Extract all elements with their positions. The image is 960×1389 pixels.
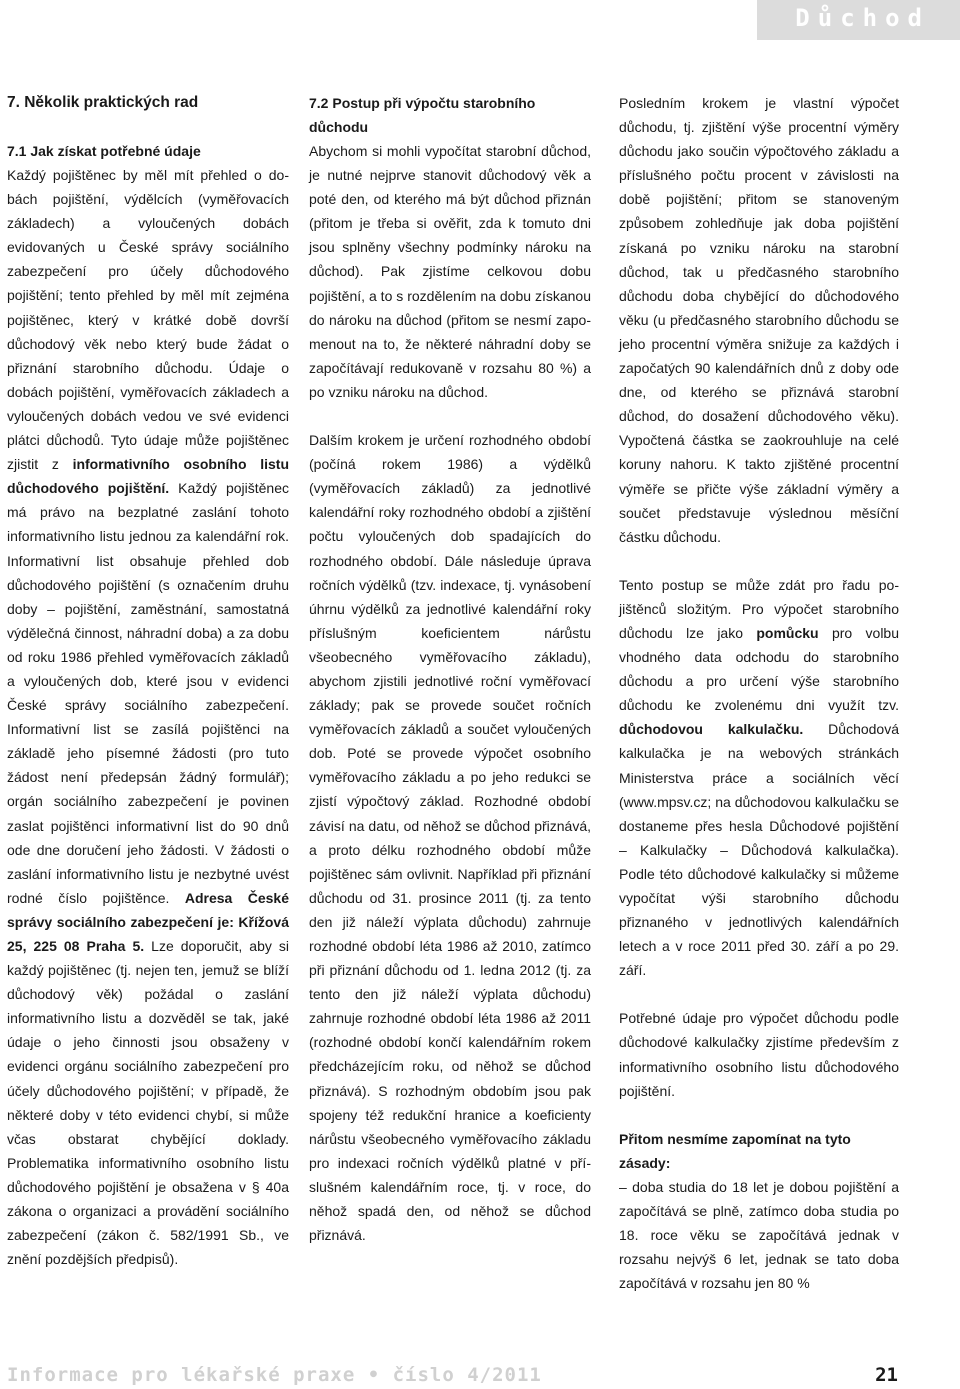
section-heading: 7.2 Postup při výpočtu starobního důchodu	[309, 95, 536, 135]
address-text: Adresa České správy sociálního zabezpečení je: Křížová 25, 225 08 Praha 5.	[7, 889, 289, 954]
note-heading: Přitom nesmíme zapomínat na tyto zásady:	[619, 1130, 851, 1171]
text-run: pro volbu vhodného data odchodu do starobního důchodu a pro určení výše starobního důchodu ke zvolenému dni využít tzv.	[619, 624, 900, 714]
paragraph: Abychom si mohli vypočítat starobní důchod, je nutné nejprve stanovit důchodový věk a poté den, od kterého má být důchod přiznán (přitom je třeba si ověřit, zda k tomuto dni jsou splněny všechny podmínky nároku na důchod). Pak zjistíme celkovou dobu pojištění, a to s rozdělením na dobu získanou do nároku na důchod (přitom se nesmí zapomenout na to, že některé náhradní doby se započítávají redukovaně v rozsahu 80 %) a po vzniku nároku na důchod.	[309, 143, 591, 400]
paragraph: – doba studia do 18 let je dobou pojištění a započítává se plně, zatímco doba studia po 18. roce věku se započítává jednak v rozsahu nejvýš 6 let, jednak se tato doba započítává v rozsahu jen 80 %	[619, 1178, 899, 1292]
page-number: 21	[875, 1364, 898, 1386]
emphasis-text: důchodovou kalkulačku.	[619, 721, 804, 738]
paragraph: Posledním krokem je vlastní výpočet důchodu, tj. zjištění výše procentní výměry důchodu jako součin výpočtového základu a příslušného počtu procent v závislosti na době pojištění; přitom se stanoveným způsobem zohledňuje jak doba pojištění získaná po vzniku nároku na starobní důchod, tak u předčasného starobního důchodu doba chybějící do důchodového věku (u předčasného starobního důchodu se jeho procentní výměra snižuje za každých i započatých 90 kalendářních dnů z doby ode dne, od kterého se přiznává starobní důchod, do dosažení důchodového věku). Vypočtená částka se zaokrouhluje na celé koruny nahoru. K takto zjištěné procentní výměře se přičte výše základní výměry a součet představuje výslednou měsíční částku důchodu.	[619, 95, 899, 545]
paragraph: Dalším krokem je určení rozhodného období (počíná rokem 1986) a výdělků (vyměřovacích základů) za jednotlivé kalendářní roky rozhodného období a zjištění počtu vyloučených dob spadajících do rozhodného období. Dále následuje úprava ročních výdělků (tzv. indexace, tj. vynásobení úhrnu výdělků za jednotlivé kalendářní roky příslušným koeficientem nárůstu všeobecného vyměřovacího základu), abychom zjistili jednotlivé roční vyměřovací základy; pak se provede součet ročních vyměřovacích základů a součet vyloučených dob. Poté se provede výpočet osobního vyměřovacího základu a po jeho redukci se zjistí výpočtový základ. Rozhodné období závisí na datu, od něhož se důchod přiznává, a proto délku rozhodného období může pojištěnec sám ovlivnit. Například při přiznání důchodu od 31. prosince 2011 (tj. za tento den již náleží výplata důchodu) zahrnuje rozhodné období léta 1986 až 2010, zatímco při přiznání důchodu od 1. ledna 2012 (tj. za tento den již náleží výplata důchodu) zahrnuje rozhodné období léta 1986 až 2011 (rozhodné období končí kalendářním rokem předcházejícím roku, od něhož se důchod přiznává). S rozhodným obdobím jsou pak spojeny též redukční hranice a koeficienty nárůstu všeobecného vyměřovacího základu pro indexaci ročních výdělků platné v příslušném kalendářním roce, tj. v roce, do něhož spadá den, od něhož se důchod přiznává.	[309, 432, 591, 1244]
paragraph: Potřebné údaje pro výpočet důchodu podle důchodové kalkulačky zjistíme především z informativního osobního listu důchodového pojištění.	[619, 1010, 899, 1099]
emphasis-text: informativního osobního listu důchodového pojištění.	[7, 456, 289, 497]
text-run: Každý pojištěnec má právo na bezplatné zaslání tohoto informativního listu jednou za kalendářní rok. Informativní list obsahuje přehled dob důchodového pojištění (s označením druhu doby – pojištění, zaměstnání, samostatná výdělečná činnost, náhradní doba) a za dobu od roku 1986 přehled vyměřovacích základů a vyloučených dob, které jsou v evidenci České správy sociálního zabezpečení. Informativní list se zasílá pojištěnci na základě jeho písemné žádosti (pro tuto žádost není předepsán žádný formulář); orgán sociálního zabezpečení je povinen zaslat pojištěnci informativní list do 90 dnů ode dne doručení jeho žádosti. V žádosti o zaslání informativního listu je nezbytné uvést rodné číslo pojištěnce.	[7, 480, 289, 906]
paragraph	[7, 163, 289, 1271]
text-run: Každý pojištěnec by měl mít přehled o dobách pojištění, výdělcích (vyměřovacích základech) a vyloučených dobách evidovaných u České správy sociálního zabezpečení pro účely důchodového pojištění; tento přehled by měl mít zejména pojištěnec, který v krátké době dovrší důchodový věk nebo který bude žádat o přiznání starobního důchodu. Údaje o dobách pojištění, vyměřovacích základech a vyloučených dobách vedou ve své evidenci plátci důchodů. Tyto údaje může pojištěnec zjistit z	[7, 167, 289, 473]
text-run: Lze doporučit, aby si každý pojištěnec (tj. nejen ten, jemuž se blíží důchodový věk) požádal o zaslání informativního listu a dozvěděl se tak, jaké údaje o jeho činnosti jsou obsaženy v evidenci orgánu sociálního zabezpečení pro účely důchodového pojištění; v případě, že některé doby v této evidenci chybí, si může včas obstarat chybějící doklady. Problematika informativního osobního listu důchodového pojištění je obsažena v § 40a zákona o organizaci a provádění sociálního zabezpečení (zákon č. 582/1991 Sb., ve znění pozdějších předpisů).	[7, 938, 289, 1268]
column-1	[7, 88, 289, 1271]
section-heading: 7.1 Jak získat potřebné údaje	[7, 143, 201, 159]
chapter-heading: 7. Několik praktických rad	[7, 94, 199, 111]
column-3	[619, 88, 899, 1295]
section-title: Důchod	[795, 4, 930, 32]
text-run: Důchodová kalkulačka je na webových stránkách Ministerstva práce a sociálních věcí (www.mpsv.cz; na důchodovou kalkulačku se dostaneme přes hesla Důchodové pojištění – Kalkulačky – Důchodová kalkulačka). Podle této důchodové kalkulačky si můžeme vypočítat výši starobního důchodu přiznaného v jednotlivých kalendářních letech a v roce 2011 před 30. září a po 29. září.	[619, 721, 899, 979]
emphasis-text: pomůcku	[756, 624, 819, 641]
publication-name: Informace pro lékařské praxe • číslo 4/2011	[7, 1364, 542, 1386]
section-header	[757, 0, 960, 40]
page-footer	[0, 1360, 960, 1389]
column-2	[309, 88, 591, 1247]
text-run: Tento postup se může zdát pro řadu pojištěnců složitým. Pro výpočet starobního důchodu lze jako	[619, 576, 899, 641]
paragraph	[619, 573, 899, 983]
